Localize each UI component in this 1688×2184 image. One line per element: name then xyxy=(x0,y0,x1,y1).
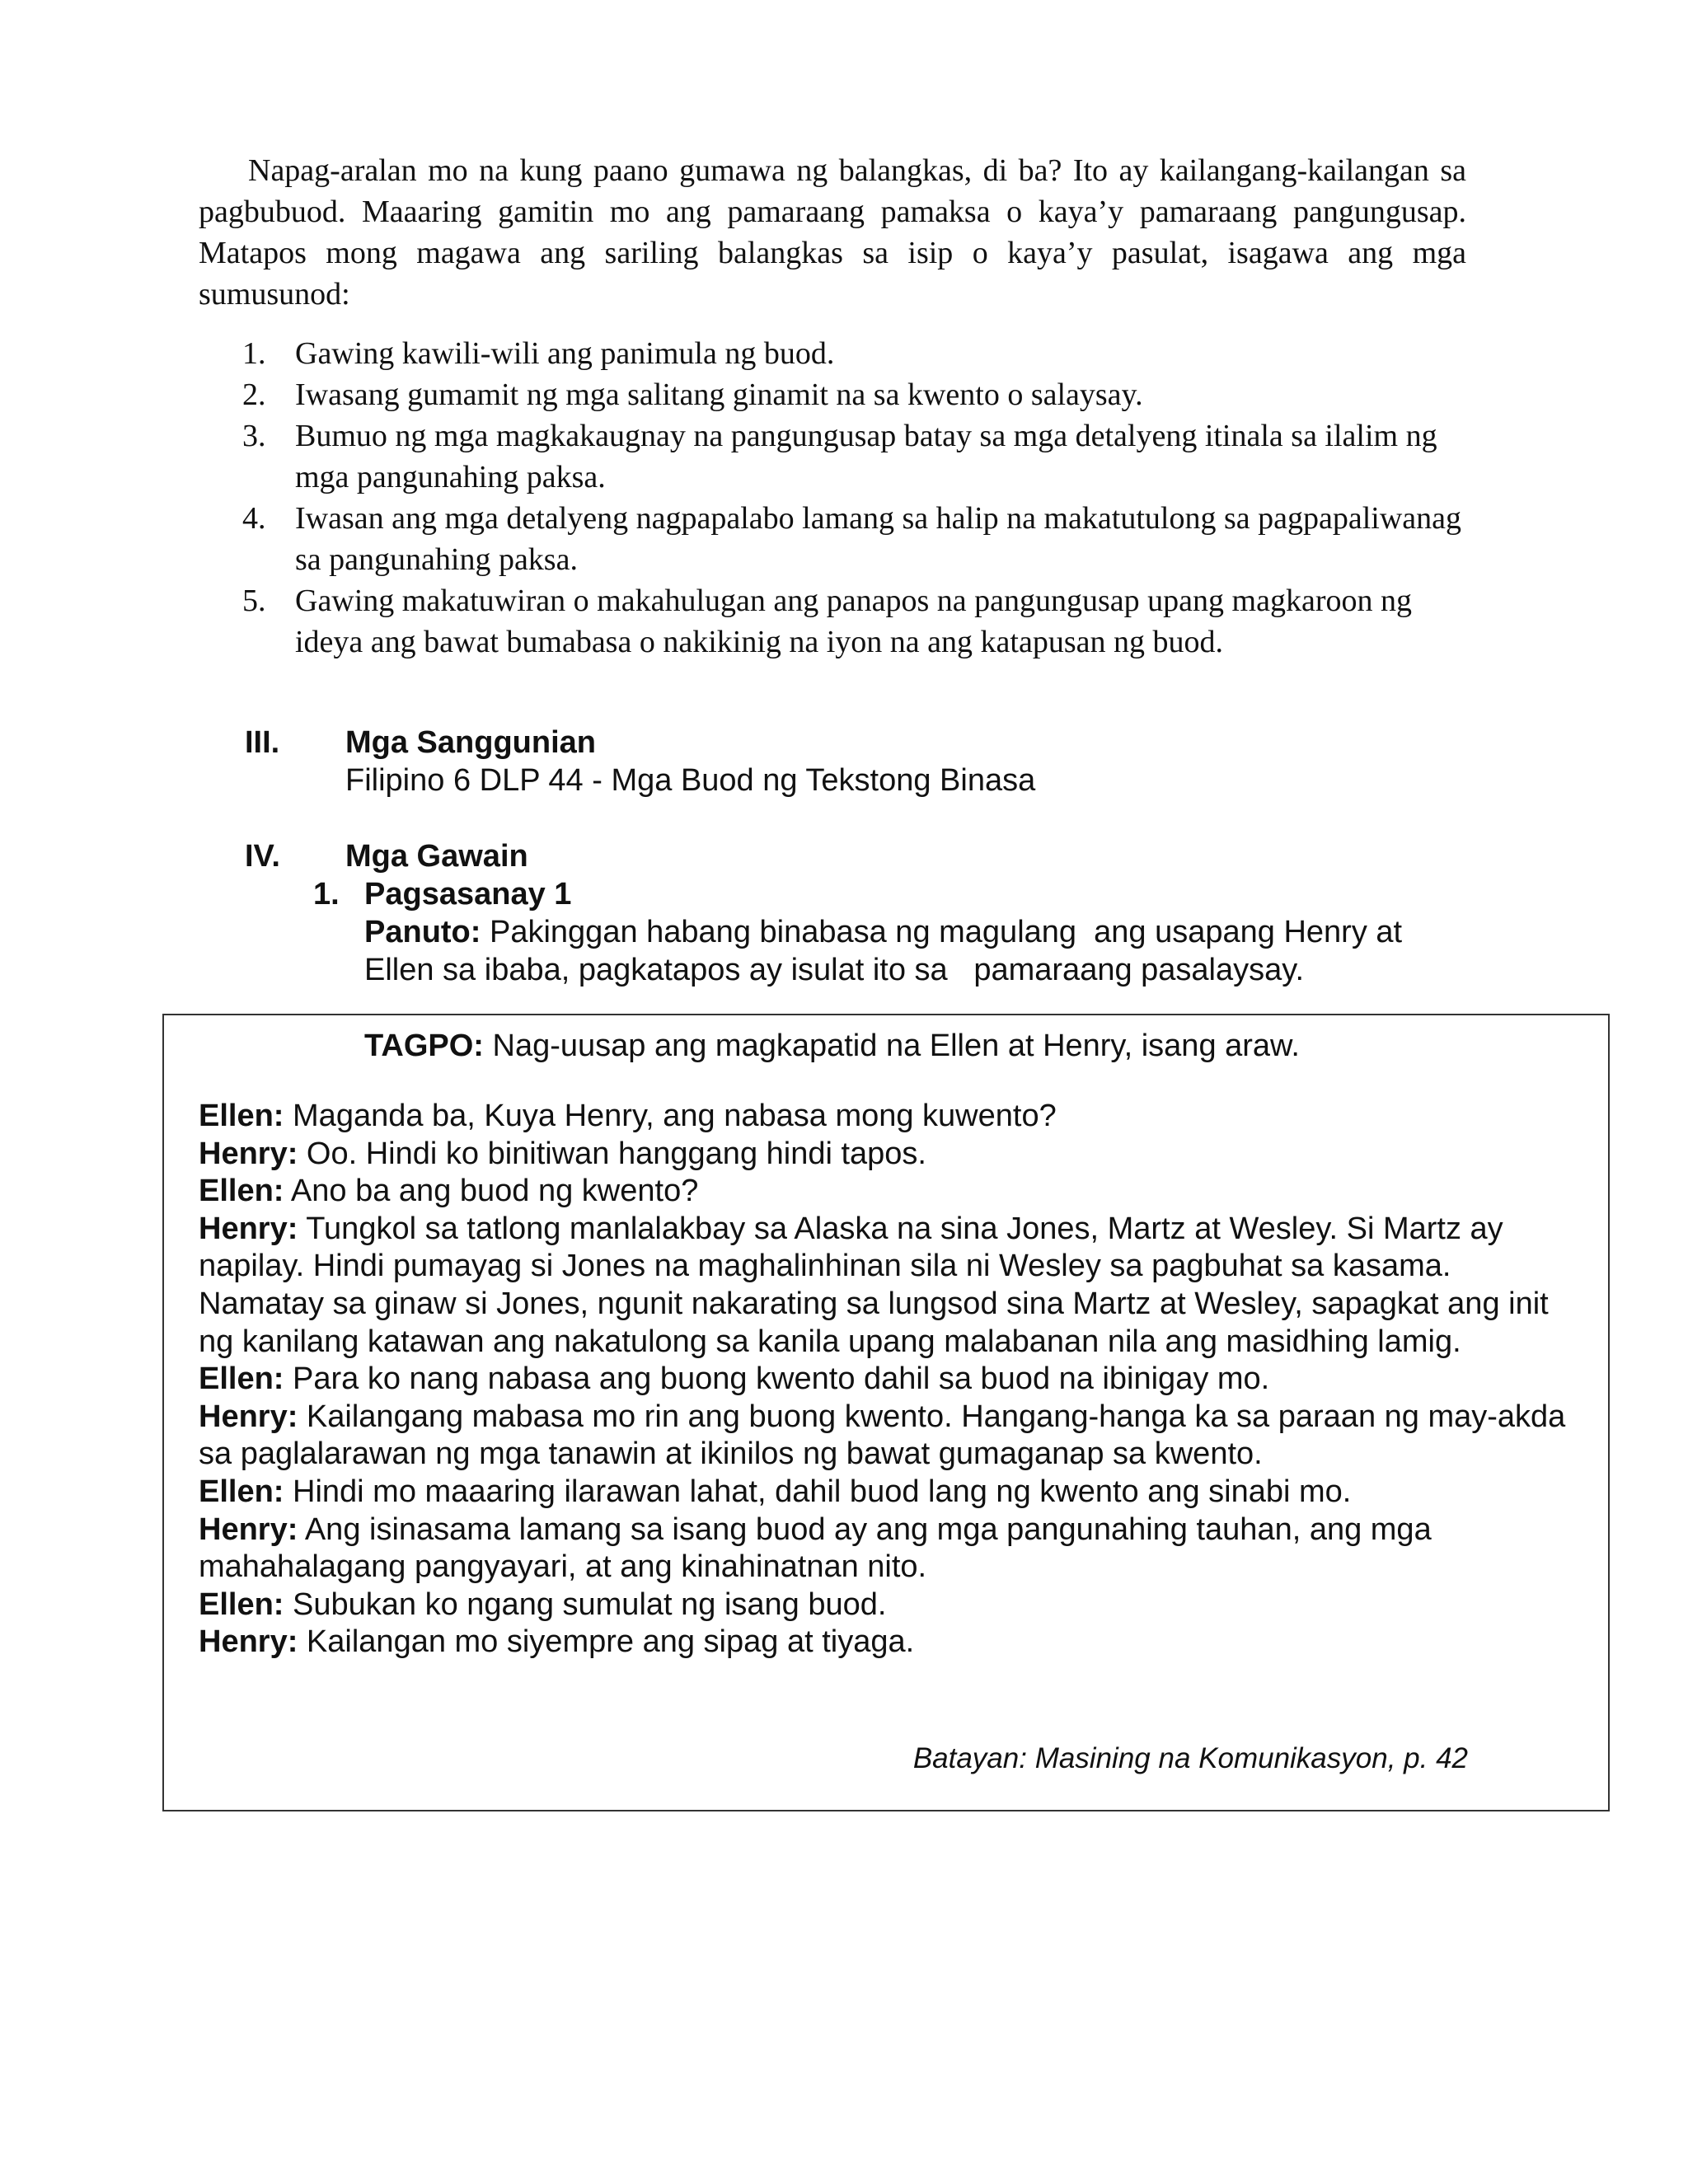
speaker-name: Ellen: xyxy=(199,1099,284,1133)
dialogue-text: Kailangan mo siyempre ang sipag at tiyaga. xyxy=(298,1624,915,1660)
section-numeral: III. xyxy=(245,725,280,760)
scene-line xyxy=(364,1027,1300,1065)
list-item xyxy=(242,333,1479,374)
section-numeral: IV. xyxy=(245,839,280,874)
speaker-name: Henry: xyxy=(199,1211,298,1246)
instruction-text: Pakinggan habang binabasa ng magulang ang usapang Henry at xyxy=(481,915,1403,949)
summary-steps-list xyxy=(242,333,1479,663)
speaker-name: Ellen: xyxy=(199,1361,284,1397)
dialogue-text: Ang isinasama lamang sa isang buod ay ang mga pangunahing tauhan, ang mga mahahalagang pangyayari, at ang kinahinatnan nito. xyxy=(199,1511,1441,1585)
speaker-name: Ellen: xyxy=(199,1474,284,1509)
list-item xyxy=(242,498,1479,580)
dialogue-line xyxy=(199,1474,1567,1511)
section-heading: Mga Sanggunian xyxy=(345,725,596,760)
speaker-name: Ellen: xyxy=(199,1586,284,1622)
dialogue-line xyxy=(199,1361,1567,1399)
instruction-text-continued: Ellen sa ibaba, pagkatapos ay isulat ito sa pamaraang pasalaysay. xyxy=(364,953,1304,987)
dialogue-text: Ano ba ang buod ng kwento? xyxy=(284,1174,699,1209)
list-item-text: Iwasan ang mga detalyeng nagpapalabo lamang sa halip na makatutulong sa pagpapaliwanag sa pangunahing paksa. xyxy=(295,501,1461,577)
dialogue-line xyxy=(199,1098,1567,1136)
dialogue-text: Kailangang mabasa mo rin ang buong kwento. Hangang-hanga ka sa paraan ng may-akda sa paglalarawan ng mga tanawin at ikinilos ng bawat gumaganap sa kwento. xyxy=(199,1399,1574,1472)
scene-label: TAGPO: xyxy=(364,1029,484,1063)
dialogue-line xyxy=(199,1624,1567,1661)
list-item-number: 4. xyxy=(242,501,266,536)
speaker-name: Ellen: xyxy=(199,1174,284,1209)
instruction-label: Panuto: xyxy=(364,915,481,949)
speaker-name: Henry: xyxy=(199,1624,298,1660)
section-heading: Mga Gawain xyxy=(345,839,528,874)
list-item-number: 1. xyxy=(242,336,266,371)
dialogue-line xyxy=(199,1399,1574,1474)
dialogue-line xyxy=(199,1511,1567,1586)
scene-text: Nag-uusap ang magkapatid na Ellen at Henry, isang araw. xyxy=(483,1029,1300,1063)
reference-text: Filipino 6 DLP 44 - Mga Buod ng Tekstong Binasa xyxy=(345,763,1036,798)
activity-number: 1. xyxy=(313,877,340,912)
list-item xyxy=(242,374,1479,415)
dialogue-line xyxy=(199,1211,1567,1361)
dialogue-text: Hindi mo maaaring ilarawan lahat, dahil buod lang ng kwento ang sinabi mo. xyxy=(284,1474,1352,1509)
list-item xyxy=(242,580,1479,663)
dialogue-line xyxy=(199,1136,1567,1174)
list-item-text: Bumuo ng mga magkakaugnay na pangungusap batay sa mga detalyeng itinala sa ilalim ng mga pangunahing paksa. xyxy=(295,419,1437,494)
list-item-number: 3. xyxy=(242,419,266,453)
speaker-name: Henry: xyxy=(199,1511,298,1547)
list-item-text: Gawing kawili-wili ang panimula ng buod. xyxy=(295,336,835,371)
dialogue-text: Tungkol sa tatlong manlalakbay sa Alaska na sina Jones, Martz at Wesley. Si Martz ay napilay. Hindi pumayag si Jones na maghalinhinan sila ni Wesley sa pagbuhat sa kasama. Namatay sa ginaw si Jones, ngunit nakarating sa lungsod sina Martz at Wesley, sapagkat ang init ng kanilang katawan ang nakatulong sa kanila upang malabanan nila ang masidhing lamig. xyxy=(199,1211,1558,1359)
list-item-text: Gawing makatuwiran o makahulugan ang panapos na pangungusap upang magkaroon ng ideya ang bawat bumabasa o nakikinig na iyon na ang katapusan ng buod. xyxy=(295,583,1412,659)
section-references xyxy=(245,724,1035,799)
list-item-number: 5. xyxy=(242,583,266,618)
dialogue-line xyxy=(199,1173,1567,1211)
intro-paragraph: Napag-aralan mo na kung paano gumawa ng balangkas, di ba? Ito ay kailangang-kailangan sa pagbubuod. Maaaring gamitin mo ang pamaraang pamaksa o kaya’y pamaraang pangungusap. Matapos mong magawa ang sariling balangkas sa isip o kaya’y pasulat, isagawa ang mga sumusunod: xyxy=(199,153,1466,312)
section-activities xyxy=(245,837,528,875)
activity-instruction xyxy=(364,913,1402,951)
speaker-name: Henry: xyxy=(199,1136,298,1171)
dialogue-box xyxy=(162,1014,1610,1811)
dialogue-text: Oo. Hindi ko binitiwan hanggang hindi tapos. xyxy=(298,1136,926,1171)
dialogue-text: Subukan ko ngang sumulat ng isang buod. xyxy=(284,1586,887,1622)
list-item-number: 2. xyxy=(242,377,266,412)
dialogue-lines xyxy=(199,1098,1574,1661)
dialogue-text: Para ko nang nabasa ang buong kwento dahil sa buod na ibinigay mo. xyxy=(284,1361,1270,1397)
list-item xyxy=(242,415,1479,498)
activity-title: Pagsasanay 1 xyxy=(364,877,572,912)
source-citation: Batayan: Masining na Komunikasyon, p. 42 xyxy=(912,1742,1468,1774)
dialogue-text: Maganda ba, Kuya Henry, ang nabasa mong kuwento? xyxy=(284,1099,1057,1133)
speaker-name: Henry: xyxy=(199,1399,298,1434)
dialogue-line xyxy=(199,1586,1567,1624)
list-item-text: Iwasang gumamit ng mga salitang ginamit na sa kwento o salaysay. xyxy=(295,377,1143,412)
activity-item xyxy=(313,875,1402,989)
